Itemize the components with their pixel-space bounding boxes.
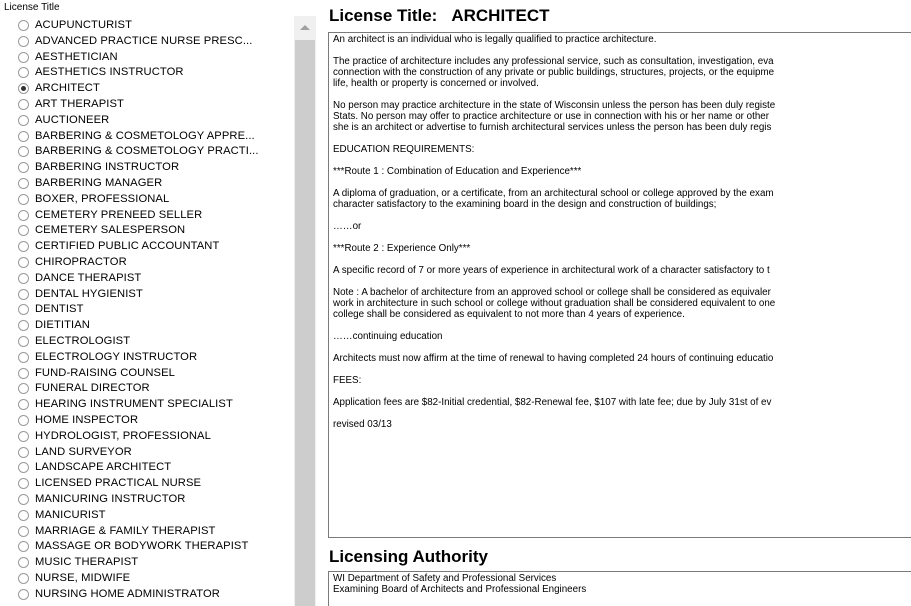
description-line: Note : A bachelor of architecture from an approved school or college shall be considered as equivaler — [333, 287, 771, 298]
license-option-label: HEARING INSTRUMENT SPECIALIST — [35, 398, 233, 411]
radio-button[interactable] — [18, 541, 29, 552]
description-paragraph — [333, 188, 911, 210]
description-line: ***Route 2 : Experience Only*** — [333, 243, 471, 254]
license-option[interactable] — [0, 587, 294, 603]
license-option[interactable] — [0, 413, 294, 429]
radio-button[interactable] — [18, 194, 29, 205]
radio-button[interactable] — [18, 589, 29, 600]
license-title-heading — [329, 6, 550, 26]
scrollbar-thumb[interactable] — [295, 40, 315, 606]
radio-button[interactable] — [18, 352, 29, 363]
license-option[interactable] — [0, 302, 294, 318]
license-option-label: CERTIFIED PUBLIC ACCOUNTANT — [35, 240, 220, 253]
license-list-scrollbar[interactable] — [294, 16, 316, 606]
licensing-authority-box[interactable] — [328, 571, 911, 606]
radio-button[interactable] — [18, 99, 29, 110]
radio-button[interactable] — [18, 178, 29, 189]
description-line: FEES: — [333, 375, 362, 386]
license-option[interactable] — [0, 271, 294, 287]
radio-button[interactable] — [18, 20, 29, 31]
description-line: ……or — [333, 221, 362, 232]
description-paragraph — [333, 375, 911, 386]
license-option-label: ADVANCED PRACTICE NURSE PRESC... — [35, 34, 253, 47]
license-option[interactable] — [0, 129, 294, 145]
license-option-label: MARRIAGE & FAMILY THERAPIST — [35, 524, 216, 537]
license-option[interactable] — [0, 223, 294, 239]
license-option[interactable] — [0, 334, 294, 350]
radio-button[interactable] — [18, 131, 29, 142]
authority-line: Examining Board of Architects and Professional Engineers — [333, 584, 587, 595]
scroll-up-button[interactable] — [294, 16, 316, 38]
radio-button[interactable] — [18, 36, 29, 47]
license-option[interactable] — [0, 34, 294, 50]
description-line: she is an architect or advertise to furnish architectural services unless the person has been duly regis — [333, 122, 772, 133]
license-option-label: CEMETERY SALESPERSON — [35, 224, 186, 237]
description-line: A specific record of 7 or more years of experience in architectural work of a character satisfactory to t — [333, 265, 770, 276]
description-line: revised 03/13 — [333, 419, 392, 430]
license-option[interactable] — [0, 97, 294, 113]
radio-button[interactable] — [18, 241, 29, 252]
license-option-label: HYDROLOGIST, PROFESSIONAL — [35, 429, 211, 442]
license-option[interactable] — [0, 144, 294, 160]
scroll-up-arrow-icon — [300, 25, 310, 30]
license-option[interactable] — [0, 18, 294, 34]
license-title-value: ARCHITECT — [451, 6, 550, 25]
radio-button[interactable] — [18, 320, 29, 331]
license-option[interactable] — [0, 492, 294, 508]
description-line: ……continuing education — [333, 331, 443, 342]
description-line: No person may practice architecture in the state of Wisconsin unless the person has been duly registe — [333, 100, 776, 111]
license-title-panel — [0, 0, 316, 606]
radio-button[interactable] — [18, 289, 29, 300]
license-option-label: AUCTIONEER — [35, 113, 110, 126]
description-line: The practice of architecture includes any professional service, such as consultation, investigation, eva — [333, 56, 774, 67]
license-option[interactable] — [0, 208, 294, 224]
license-option[interactable] — [0, 429, 294, 445]
license-option-label: ACUPUNCTURIST — [35, 19, 133, 31]
license-option-label: MANICURING INSTRUCTOR — [35, 492, 186, 505]
license-option[interactable] — [0, 318, 294, 334]
description-line: EDUCATION REQUIREMENTS: — [333, 144, 475, 155]
license-option[interactable] — [0, 555, 294, 571]
radio-button[interactable] — [18, 52, 29, 63]
radio-button[interactable] — [18, 273, 29, 284]
license-option[interactable] — [0, 397, 294, 413]
license-option-label: DIETITIAN — [35, 319, 90, 332]
license-option[interactable] — [0, 113, 294, 129]
license-description-box[interactable] — [328, 32, 911, 538]
license-option[interactable] — [0, 445, 294, 461]
description-line: connection with the construction of any private or public buildings, structures, projects, or the equipme — [333, 67, 775, 78]
license-option[interactable] — [0, 350, 294, 366]
license-option[interactable] — [0, 366, 294, 382]
license-option-label: FUND-RAISING COUNSEL — [35, 366, 175, 379]
radio-button[interactable] — [18, 478, 29, 489]
description-paragraph — [333, 144, 911, 155]
radio-button[interactable] — [18, 447, 29, 458]
license-radio-list — [0, 18, 294, 602]
license-option-label: MASSAGE OR BODYWORK THERAPIST — [35, 540, 249, 553]
license-option-label: ELECTROLOGIST — [35, 334, 131, 347]
radio-button[interactable] — [18, 304, 29, 315]
description-line: life, health or property is concerned or involved. — [333, 78, 539, 89]
license-option-label: MUSIC THERAPIST — [35, 556, 139, 569]
license-title-label: License Title: — [329, 6, 438, 25]
license-option[interactable] — [0, 508, 294, 524]
license-option[interactable] — [0, 460, 294, 476]
license-option-label: NURSE, MIDWIFE — [35, 571, 131, 584]
license-option[interactable] — [0, 176, 294, 192]
radio-button[interactable] — [18, 146, 29, 157]
radio-button[interactable] — [18, 225, 29, 236]
description-paragraph — [333, 56, 911, 89]
radio-button[interactable] — [18, 383, 29, 394]
license-option[interactable] — [0, 160, 294, 176]
license-option-label: DENTAL HYGIENIST — [35, 287, 143, 300]
license-option[interactable] — [0, 287, 294, 303]
license-option[interactable] — [0, 571, 294, 587]
description-paragraph — [333, 353, 911, 364]
license-option-label: NURSING HOME ADMINISTRATOR — [35, 587, 220, 600]
description-line: character satisfactory to the examining board in the design and construction of buildings; — [333, 199, 717, 210]
license-option[interactable] — [0, 81, 294, 97]
license-option-label: CHIROPRACTOR — [35, 255, 127, 268]
radio-button[interactable] — [18, 557, 29, 568]
radio-button[interactable] — [18, 526, 29, 537]
description-paragraph — [333, 100, 911, 133]
radio-button[interactable] — [18, 494, 29, 505]
description-paragraph — [333, 243, 911, 254]
radio-button[interactable] — [18, 368, 29, 379]
license-option-label: BARBERING INSTRUCTOR — [35, 161, 180, 174]
license-option[interactable] — [0, 192, 294, 208]
description-paragraph — [333, 331, 911, 342]
license-description-text — [329, 33, 911, 430]
description-line: Stats. No person may offer to practice architecture or use in connection with his or her name or other — [333, 111, 769, 122]
license-option-label: AESTHETICS INSTRUCTOR — [35, 66, 184, 79]
license-option[interactable] — [0, 239, 294, 255]
license-option-label: DANCE THERAPIST — [35, 271, 142, 284]
radio-button[interactable] — [18, 162, 29, 173]
radio-button[interactable] — [18, 336, 29, 347]
license-list-title: License Title — [4, 2, 60, 13]
license-option-label: CEMETERY PRENEED SELLER — [35, 208, 203, 221]
radio-button[interactable] — [18, 257, 29, 268]
description-paragraph — [333, 419, 911, 430]
authority-line: WI Department of Safety and Professional Services — [333, 573, 557, 584]
description-line: ***Route 1 : Combination of Education and Experience*** — [333, 166, 582, 177]
description-paragraph — [333, 166, 911, 177]
radio-button[interactable] — [18, 67, 29, 78]
license-option[interactable] — [0, 50, 294, 66]
license-option-label: BARBERING & COSMETOLOGY PRACTI... — [35, 145, 259, 158]
description-line: An architect is an individual who is legally qualified to practice architecture. — [333, 34, 657, 45]
radio-button[interactable] — [18, 210, 29, 221]
license-option-label: AESTHETICIAN — [35, 50, 118, 63]
license-option[interactable] — [0, 476, 294, 492]
license-option-label: BARBERING MANAGER — [35, 176, 163, 189]
radio-button[interactable] — [18, 83, 29, 94]
radio-button[interactable] — [18, 573, 29, 584]
description-line: work in architecture in such school or college without graduation shall be considered equivalent to one — [333, 298, 776, 309]
radio-button[interactable] — [18, 510, 29, 521]
licensing-authority-heading: Licensing Authority — [329, 547, 488, 566]
license-option-label: DENTIST — [35, 303, 84, 316]
description-line: Architects must now affirm at the time of renewal to having completed 24 hours of continuing educatio — [333, 353, 774, 364]
license-option-label: BOXER, PROFESSIONAL — [35, 192, 170, 205]
radio-button[interactable] — [18, 462, 29, 473]
license-option[interactable] — [0, 381, 294, 397]
license-option[interactable] — [0, 539, 294, 555]
license-option-label: ART THERAPIST — [35, 97, 124, 110]
license-option-label: MANICURIST — [35, 508, 106, 521]
license-option[interactable] — [0, 65, 294, 81]
license-option-label: HOME INSPECTOR — [35, 413, 139, 426]
description-paragraph — [333, 265, 911, 276]
license-option-label: ARCHITECT — [35, 82, 100, 95]
description-paragraph — [333, 221, 911, 232]
radio-button[interactable] — [18, 415, 29, 426]
license-option[interactable] — [0, 255, 294, 271]
description-paragraph — [333, 397, 911, 408]
description-line: college shall be considered as equivalent to not more than 4 years of experience. — [333, 309, 685, 320]
description-line: A diploma of graduation, or a certificate, from an architectural school or college approved by the exam — [333, 188, 774, 199]
license-option-label: LICENSED PRACTICAL NURSE — [35, 477, 202, 490]
radio-button[interactable] — [18, 431, 29, 442]
license-option-label: LAND SURVEYOR — [35, 445, 132, 458]
radio-button[interactable] — [18, 399, 29, 410]
license-option-label: ELECTROLOGY INSTRUCTOR — [35, 350, 198, 363]
license-option-label: LANDSCAPE ARCHITECT — [35, 461, 172, 474]
radio-button[interactable] — [18, 115, 29, 126]
description-paragraph — [333, 287, 911, 320]
license-option[interactable] — [0, 524, 294, 540]
license-option-label: BARBERING & COSMETOLOGY APPRE... — [35, 129, 255, 142]
description-paragraph — [333, 34, 911, 45]
description-line: Application fees are $82-Initial credential, $82-Renewal fee, $107 with late fee; due by July 31st of ev — [333, 397, 772, 408]
license-option-label: FUNERAL DIRECTOR — [35, 382, 150, 395]
